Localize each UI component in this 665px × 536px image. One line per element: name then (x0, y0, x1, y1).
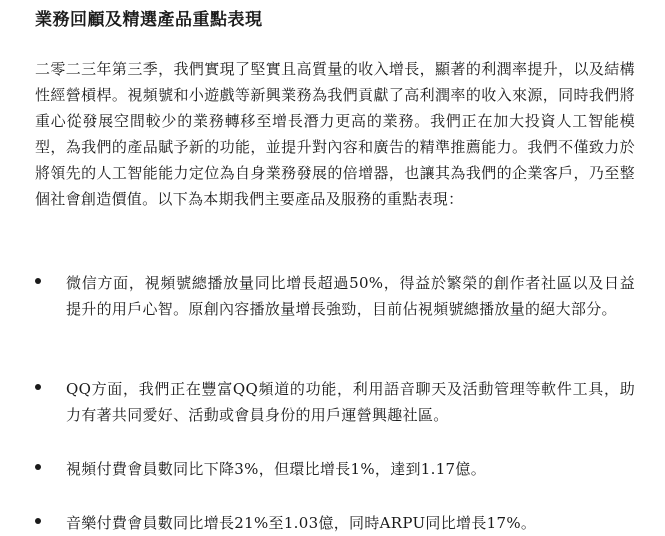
bullet-icon (35, 278, 41, 284)
bullet-icon (35, 464, 41, 470)
bullet-text: QQ方面，我們正在豐富QQ頻道的功能，利用語音聊天及活動管理等軟件工具，助力有著共同愛好、活動或會員身份的用戶運營興趣社區。 (66, 380, 635, 424)
bullet-icon (35, 384, 41, 390)
bullet-icon (35, 518, 41, 524)
bullet-text: 視頻付費會員數同比下降3%，但環比增長1%，達到1.17億。 (66, 460, 486, 478)
section-heading: 業務回顧及精選產品重點表現 (35, 10, 263, 30)
bullet-text: 微信方面，視頻號總播放量同比增長超過50%，得益於繁榮的創作者社區以及日益提升的用戶心智。原創內容播放量增長強勁，目前佔視頻號總播放量的絕大部分。 (66, 274, 635, 318)
intro-paragraph: 二零二三年第三季，我們實現了堅實且高質量的收入增長，顯著的利潤率提升，以及結構性經營槓桿。視頻號和小遊戲等新興業務為我們貢獻了高利潤率的收入來源，同時我們將重心從發展空間較少的業務轉移至增長潛力更高的業務。我們正在加大投資人工智能模型，為我們的產品賦予新的功能，並提升對內容和廣告的精準推薦能力。我們不僅致力於將領先的人工智能能力定位為自身業務發展的倍增器，也讓其為我們的企業客戶，乃至整個社會創造價值。以下為本期我們主要產品及服務的重點表現： (35, 60, 635, 208)
bullet-text: 音樂付費會員數同比增長21%至1.03億，同時ARPU同比增長17%。 (66, 514, 537, 532)
